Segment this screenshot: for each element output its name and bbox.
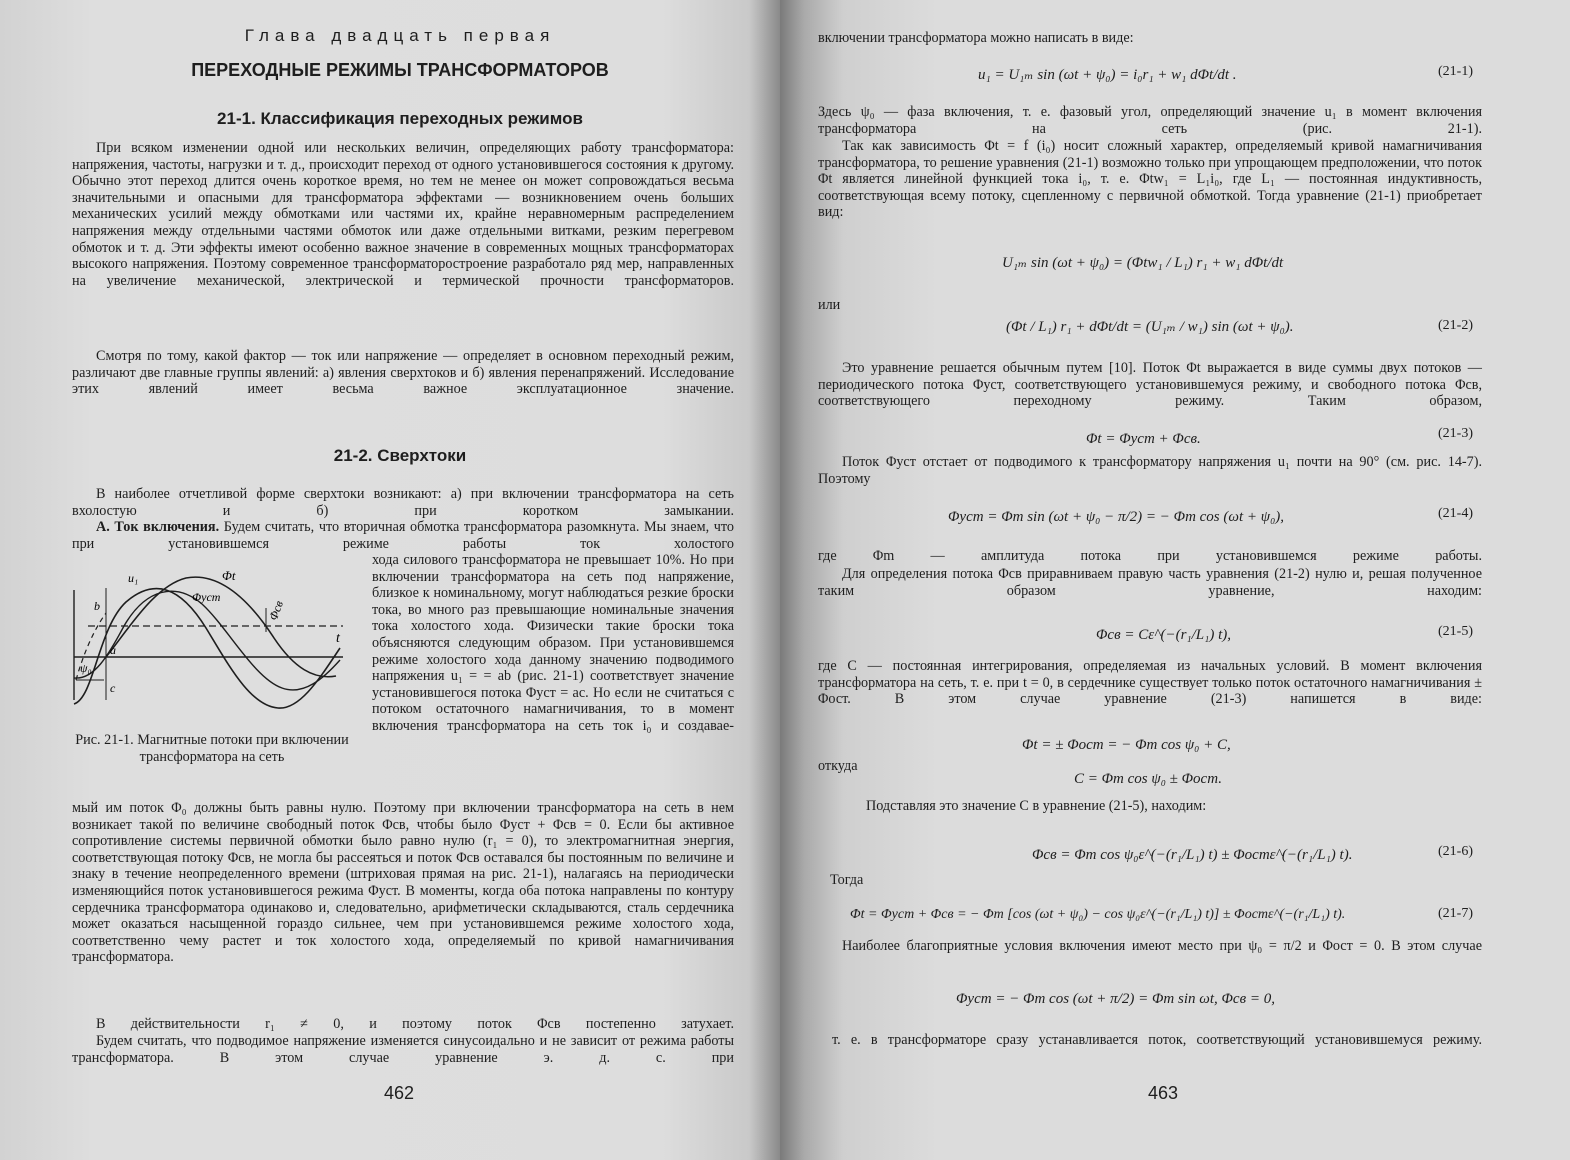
equation-21-2: (Φt / L₁) r₁ + dΦt/dt = (U₁ₘ / w₁) sin (ωt + ψ₀). xyxy=(1006,319,1294,335)
paragraph: Будем считать, что подводимое напряжение изменяется синусоидально и не зависит от режима работы трансформатора. В этом случае уравнение э. д. с. при xyxy=(72,1033,734,1066)
paragraph: В действительности r₁ ≠ 0, и поэтому поток Φсв постепенно затухает. xyxy=(96,1016,734,1032)
paragraph-lead: А. Ток включения. xyxy=(96,519,220,535)
equation-number: (21-5) xyxy=(1438,624,1473,639)
section-title-21-2: 21-2. Сверхтоки xyxy=(333,446,467,465)
paragraph: или xyxy=(818,297,841,313)
equation-8: C = Φm cos ψ₀ ± Φост. xyxy=(1074,771,1222,787)
paragraph-text: Будем считать, что вторичная обмотка трансформатора разомкнута. Мы знаем, что при установившемся режиме работы ток холостого xyxy=(72,519,735,552)
paragraph: где C — постоянная интегрирования, определяемая из начальных условий. В момент включения трансформатора на сеть, т. е. при t = 0, в сердечнике существует только поток остаточного намагничивания ± Φост. В этом случае уравнение (21-3) напишется в виде: xyxy=(818,658,1482,708)
section-title-21-1: 21-1. Классификация переходных режимов xyxy=(217,109,583,128)
left-page xyxy=(0,0,780,1160)
equation-number: (21-3) xyxy=(1438,426,1473,441)
equation-21-7: Φt = Φуст + Φсв = − Φm [cos (ωt + ψ₀) − cos ψ₀ε^(−(r₁/L₁) t)] ± Φостε^(−(r₁/L₁) t). xyxy=(850,907,1346,922)
equation-21-3: Φt = Φуст + Φсв. xyxy=(1086,431,1201,447)
paragraph: где Φm — амплитуда потока при установившемся режиме работы. xyxy=(818,548,1482,564)
paragraph: В наиболее отчетливой форме сверхтоки возникают: а) при включении трансформатора на сеть вхолостую и б) при коротком замыкании. xyxy=(72,486,734,519)
paragraph: Поток Φуст отстает от подводимого к трансформатору напряжения u₁ почти на 90° (см. рис. 14-7). Поэтому xyxy=(818,454,1482,487)
right-page xyxy=(780,0,1570,1160)
fig-label-a: a xyxy=(110,643,116,657)
paragraph: При всяком изменении одной или нескольких величин, определяющих работу трансформатора: напряжения, частоты, нагрузки и т. д., происходит переход от одного установившегося состояния к другому. Обычно этот переход длится очень короткое время, но тем не менее он может сопровождаться весьма значительными и опасными для трансформатора эффектами — возникновением очень больших механических усилий между обмотками или частями их, крайне неравномерным распределением напряжения между отдельными частями обмоток или даже отдельными витками, резким перегревом обмоток и т. д. Эти эффекты имеют особенно важное значение в современных мощных трансформаторах высокого напряжения. Поэтому современное трансформаторостроение разработало ряд мер, направленных на увеличение механической, электрической и термической прочности трансформаторов. xyxy=(72,140,734,289)
fig-label-t: t xyxy=(336,631,340,646)
chapter-title: ПЕРЕХОДНЫЕ РЕЖИМЫ ТРАНСФОРМАТОРОВ xyxy=(191,60,609,80)
fig-label-u1: u₁ xyxy=(128,571,139,585)
equation-number: (21-4) xyxy=(1438,506,1473,521)
fig-label-phi-ust: Φуст xyxy=(192,590,221,604)
equation-number: (21-2) xyxy=(1438,318,1473,333)
equation-21-1: u₁ = U₁ₘ sin (ωt + ψ₀) = i₀r₁ + w₁ dΦt/dt . xyxy=(978,67,1237,83)
equation-number: (21-1) xyxy=(1438,64,1473,79)
paragraph: мый им поток Φ₀ должны быть равны нулю. Поэтому при включении трансформатора на сеть в нем возникает такой по величине свободный поток Φсв, чтобы было Φуст + Φсв = 0. Если бы активное сопротивление системы первичной обмотки было равно нулю (r₁ = 0), то электромагнитная энергия, соответствующая потоку Φсв, не могла бы рассеяться и поток Φсв оставался бы постоянным по величине и знаку в течение неопределенного времени (штриховая прямая на рис. 21-1), налагаясь на периодически изменяющийся поток установившегося режима Φуст. В моменты, когда оба потока направлены по контуру сердечника трансформатора одинаково и, следовательно, арифметически складываются, сталь сердечника может оказаться насыщенной гораздо сильнее, чем при установившемся режиме холостого хода, соответственно чему растет и ток холостого хода, определяемый по кривой намагничивания трансформатора. xyxy=(72,800,734,966)
equation-21-5: Φсв = Cε^(−(r₁/L₁) t), xyxy=(1096,627,1231,643)
paragraph: Так как зависимость Φt = f (i₀) носит сложный характер, определяемый кривой намагничивания трансформатора, то решение уравнения (21-1) возможно только при упрощающем предположении, что поток Φt является линейной функцией тока i₀, т. е. Φtw₁ = L₁i₀, где L₁ — постоянная индуктивность, соответствующая всему потоку, сцепленному с первичной обмоткой. Тогда уравнение (21-1) приобретает вид: xyxy=(818,138,1482,221)
equation-number: (21-7) xyxy=(1438,906,1473,921)
paragraph: включении трансформатора можно написать в виде: xyxy=(818,30,1134,46)
paragraph: Наиболее благоприятные условия включения имеют место при ψ₀ = π/2 и Φост = 0. В этом случае xyxy=(842,938,1482,954)
fig-label-phi-sv: Φсв xyxy=(266,598,286,623)
equation-21-6: Φсв = Φm cos ψ₀ε^(−(r₁/L₁) t) ± Φостε^(−(r₁/L₁) t). xyxy=(1032,847,1353,863)
paragraph: Смотря по тому, какой фактор — ток или напряжение — определяет в основном переходный режим, различают две главные группы явлений: а) явления сверхтоков и б) явления перенапряжений. Исследование этих явлений имеет весьма важное эксплуатационное значение. xyxy=(72,348,734,398)
fig-label-c: c xyxy=(110,681,116,695)
paragraph xyxy=(72,519,734,552)
equation-21-4: Φуст = Φm sin (ωt + ψ₀ − π/2) = − Φm cos (ωt + ψ₀), xyxy=(948,509,1285,525)
chapter-label: Глава двадцать первая xyxy=(244,26,556,45)
equation-11: Φуст = − Φm cos (ωt + π/2) = Φm sin ωt, Φсв = 0, xyxy=(956,991,1275,1007)
page-number-right: 463 xyxy=(1148,1083,1179,1103)
paragraph-wrap: хода силового трансформатора не превышает 10%. Но при включении трансформатора на сеть под напряжение, близкое к номинальному, могут наблюдаться резкие броски тока, во много раз превышающие номинальные значения тока холостого хода. Физически такие броски тока объясняются следующим образом. При установившемся режиме холостого хода данному значению подводимого напряжения u₁ = = ab (рис. 21-1) соответствует значение установившегося потока Φуст = ac. Но если не считаться с потоком остаточного намагничивания, то в момент включения трансформатора на сеть ток i₀ и создавае- xyxy=(372,552,734,734)
paragraph: Подставляя это значение C в уравнение (21-5), находим: xyxy=(866,798,1207,814)
fig-label-psi0: ψ₀ xyxy=(80,661,92,675)
figure-caption: Рис. 21-1. Магнитные потоки при включении трансформатора на сеть xyxy=(75,732,349,765)
page-number-left: 462 xyxy=(384,1083,415,1103)
paragraph: Здесь ψ₀ — фаза включения, т. е. фазовый угол, определяющий значение u₁ в момент включения трансформатора на сеть (рис. 21-1). xyxy=(818,104,1482,137)
paragraph: откуда xyxy=(818,758,858,774)
equation-number: (21-6) xyxy=(1438,844,1473,859)
fig-label-b: b xyxy=(94,599,100,613)
paragraph: Это уравнение решается обычным путем [10]. Поток Φt выражается в виде суммы двух потоков — периодического потока Φуст, соответствующего установившемуся режиму, и свободного потока Φсв, соответствующего переходному режиму. Таким образом, xyxy=(818,360,1482,410)
paragraph: Тогда xyxy=(830,872,864,888)
figure-21-1 xyxy=(68,568,358,718)
paragraph: Для определения потока Φсв приравниваем правую часть уравнения (21-2) нулю и, решая полученное таким образом уравнение, находим: xyxy=(818,566,1482,599)
equation-7: Φt = ± Φост = − Φm cos ψ₀ + C, xyxy=(1022,737,1231,753)
paragraph: т. е. в трансформаторе сразу устанавливается поток, соответствующий установившемуся режиму. xyxy=(832,1032,1482,1048)
fig-label-phi-t: Φt xyxy=(222,568,236,583)
equation-2: U₁ₘ sin (ωt + ψ₀) = (Φtw₁ / L₁) r₁ + w₁ dΦt/dt xyxy=(1002,255,1284,271)
